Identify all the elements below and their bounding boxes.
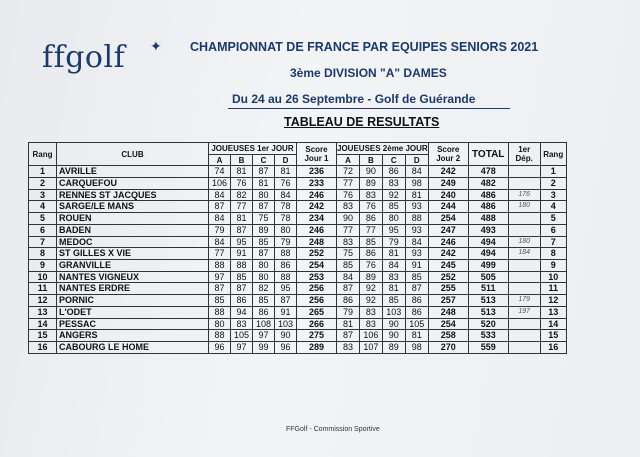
- day1-b-cell: 97: [231, 341, 253, 353]
- day2-b-cell: 89: [359, 178, 382, 190]
- club-cell: PESSAC: [57, 318, 209, 330]
- table-row: [29, 330, 567, 342]
- day2-b-cell: 86: [359, 248, 382, 260]
- day2-a-cell: 84: [337, 271, 360, 283]
- day1-b-cell: 83: [231, 318, 253, 330]
- score2-cell: 258: [428, 330, 468, 342]
- day2-c-cell: 103: [382, 306, 405, 318]
- day1-a-cell: 106: [209, 178, 231, 190]
- score1-cell: 236: [297, 166, 337, 178]
- day1-d-cell: 96: [275, 341, 297, 353]
- score2-cell: 255: [428, 283, 468, 295]
- club-cell: NANTES ERDRE: [57, 283, 209, 295]
- dep-cell: [508, 166, 540, 178]
- day1-b-cell: 87: [231, 283, 253, 295]
- day2-c-cell: 81: [382, 248, 405, 260]
- day1-c-cell: 87: [253, 201, 275, 213]
- score1-cell: 248: [297, 236, 337, 248]
- club-cell: ROUEN: [57, 213, 209, 225]
- dep-cell: [508, 224, 540, 236]
- day2-d-cell: 98: [405, 341, 428, 353]
- rang-cell: 2: [29, 178, 57, 190]
- dep-cell: [508, 283, 540, 295]
- table-row: [29, 189, 567, 201]
- results-table: [28, 142, 567, 354]
- table-row: [29, 236, 567, 248]
- day1-b-cell: 86: [231, 295, 253, 307]
- table-row: [29, 178, 567, 190]
- day1-d-cell: 88: [275, 271, 297, 283]
- club-cell: PORNIC: [57, 295, 209, 307]
- day1-a-cell: 80: [209, 318, 231, 330]
- header-d1: D: [275, 154, 297, 166]
- table-row: [29, 224, 567, 236]
- score2-cell: 246: [428, 236, 468, 248]
- day2-c-cell: 83: [382, 271, 405, 283]
- dep-cell: [508, 341, 540, 353]
- table-row: [29, 318, 567, 330]
- table-row: [29, 201, 567, 213]
- header-c2: C: [382, 154, 405, 166]
- day1-b-cell: 77: [231, 201, 253, 213]
- rang-cell: 4: [29, 201, 57, 213]
- day2-d-cell: 87: [405, 283, 428, 295]
- day2-d-cell: 85: [405, 271, 428, 283]
- day1-b-cell: 88: [231, 260, 253, 272]
- day2-a-cell: 87: [337, 283, 360, 295]
- score2-cell: 270: [428, 341, 468, 353]
- day1-d-cell: 79: [275, 236, 297, 248]
- table-row: [29, 283, 567, 295]
- day1-c-cell: 75: [253, 213, 275, 225]
- day1-b-cell: 87: [231, 224, 253, 236]
- table-row: [29, 306, 567, 318]
- score1-cell: 254: [297, 260, 337, 272]
- rang-right-cell: 13: [540, 306, 566, 318]
- event-dates: Du 24 au 26 Septembre - Golf de Guérande: [232, 92, 476, 106]
- total-cell: 488: [468, 213, 508, 225]
- day1-c-cell: 80: [253, 271, 275, 283]
- rang-right-cell: 8: [540, 248, 566, 260]
- day1-a-cell: 87: [209, 283, 231, 295]
- club-cell: SARGE/LE MANS: [57, 201, 209, 213]
- day2-d-cell: 93: [405, 248, 428, 260]
- day2-a-cell: 79: [337, 306, 360, 318]
- day2-b-cell: 107: [359, 341, 382, 353]
- score1-cell: 266: [297, 318, 337, 330]
- day1-a-cell: 84: [209, 189, 231, 201]
- day2-a-cell: 77: [337, 224, 360, 236]
- score1-cell: 265: [297, 306, 337, 318]
- day2-d-cell: 86: [405, 295, 428, 307]
- score2-cell: 244: [428, 201, 468, 213]
- day2-b-cell: 92: [359, 295, 382, 307]
- rang-cell: 15: [29, 330, 57, 342]
- total-cell: 511: [468, 283, 508, 295]
- rang-cell: 3: [29, 189, 57, 201]
- header-b1: B: [231, 154, 253, 166]
- day2-c-cell: 79: [382, 236, 405, 248]
- score1-cell: 234: [297, 213, 337, 225]
- day2-a-cell: 87: [337, 330, 360, 342]
- rang-right-cell: 6: [540, 224, 566, 236]
- total-cell: 513: [468, 306, 508, 318]
- dep-cell: 180: [508, 236, 540, 248]
- day1-c-cell: 86: [253, 306, 275, 318]
- day2-d-cell: 88: [405, 213, 428, 225]
- score1-cell: 252: [297, 248, 337, 260]
- day1-b-cell: 81: [231, 213, 253, 225]
- day1-a-cell: 97: [209, 271, 231, 283]
- day1-c-cell: 80: [253, 189, 275, 201]
- header-dep: 1er Dép.: [508, 143, 540, 166]
- total-cell: 505: [468, 271, 508, 283]
- day1-d-cell: 80: [275, 224, 297, 236]
- day2-c-cell: 95: [382, 224, 405, 236]
- day2-a-cell: 72: [337, 166, 360, 178]
- total-cell: 486: [468, 201, 508, 213]
- total-cell: 499: [468, 260, 508, 272]
- club-cell: L'ODET: [57, 306, 209, 318]
- rang-right-cell: 14: [540, 318, 566, 330]
- day1-a-cell: 84: [209, 236, 231, 248]
- day2-a-cell: 75: [337, 248, 360, 260]
- dep-cell: [508, 213, 540, 225]
- day1-b-cell: 95: [231, 236, 253, 248]
- rang-right-cell: 4: [540, 201, 566, 213]
- day2-b-cell: 89: [359, 271, 382, 283]
- day1-d-cell: 78: [275, 213, 297, 225]
- day2-b-cell: 77: [359, 224, 382, 236]
- day2-c-cell: 85: [382, 201, 405, 213]
- day2-c-cell: 89: [382, 341, 405, 353]
- rang-cell: 5: [29, 213, 57, 225]
- day2-d-cell: 91: [405, 260, 428, 272]
- table-row: [29, 260, 567, 272]
- total-cell: 533: [468, 330, 508, 342]
- day1-b-cell: 94: [231, 306, 253, 318]
- club-cell: GRANVILLE: [57, 260, 209, 272]
- rang-right-cell: 5: [540, 213, 566, 225]
- total-cell: 494: [468, 236, 508, 248]
- day1-a-cell: 87: [209, 201, 231, 213]
- bird-icon: ✦: [150, 38, 162, 54]
- day1-a-cell: 88: [209, 260, 231, 272]
- day2-b-cell: 106: [359, 330, 382, 342]
- rang-cell: 8: [29, 248, 57, 260]
- day2-d-cell: 84: [405, 236, 428, 248]
- day1-a-cell: 77: [209, 248, 231, 260]
- day1-b-cell: 76: [231, 178, 253, 190]
- day1-d-cell: 76: [275, 178, 297, 190]
- day2-a-cell: 83: [337, 201, 360, 213]
- day1-d-cell: 90: [275, 330, 297, 342]
- day1-a-cell: 84: [209, 213, 231, 225]
- rang-right-cell: 11: [540, 283, 566, 295]
- header-score2: Score Jour 2: [428, 143, 468, 166]
- day2-d-cell: 81: [405, 330, 428, 342]
- dep-cell: 179: [508, 295, 540, 307]
- day2-d-cell: 105: [405, 318, 428, 330]
- club-cell: CABOURG LE HOME: [57, 341, 209, 353]
- dep-cell: [508, 330, 540, 342]
- club-cell: ST GILLES X VIE: [57, 248, 209, 260]
- day2-b-cell: 90: [359, 166, 382, 178]
- club-cell: RENNES ST JACQUES: [57, 189, 209, 201]
- day1-b-cell: 85: [231, 271, 253, 283]
- score2-cell: 245: [428, 260, 468, 272]
- dep-cell: [508, 318, 540, 330]
- day2-c-cell: 90: [382, 330, 405, 342]
- header-score1: Score Jour 1: [297, 143, 337, 166]
- header-a1: A: [209, 154, 231, 166]
- day1-c-cell: 81: [253, 178, 275, 190]
- day2-b-cell: 85: [359, 236, 382, 248]
- total-cell: 513: [468, 295, 508, 307]
- score2-cell: 240: [428, 189, 468, 201]
- day2-b-cell: 76: [359, 201, 382, 213]
- table-row: [29, 213, 567, 225]
- header-day2: JOUEUSES 2ème JOUR: [337, 143, 428, 153]
- day1-a-cell: 85: [209, 295, 231, 307]
- day2-c-cell: 80: [382, 213, 405, 225]
- day1-c-cell: 85: [253, 295, 275, 307]
- day1-a-cell: 88: [209, 306, 231, 318]
- dep-cell: [508, 271, 540, 283]
- day1-c-cell: 99: [253, 341, 275, 353]
- club-cell: MEDOC: [57, 236, 209, 248]
- table-row: [29, 248, 567, 260]
- rang-right-cell: 16: [540, 341, 566, 353]
- dep-cell: 184: [508, 248, 540, 260]
- table-row: [29, 271, 567, 283]
- header-c1: C: [253, 154, 275, 166]
- day1-a-cell: 88: [209, 330, 231, 342]
- total-cell: 482: [468, 178, 508, 190]
- header-day1: JOUEUSES 1er JOUR: [209, 143, 297, 155]
- day2-d-cell: 84: [405, 166, 428, 178]
- day1-d-cell: 86: [275, 260, 297, 272]
- day2-c-cell: 84: [382, 260, 405, 272]
- score1-cell: 246: [297, 224, 337, 236]
- score1-cell: 253: [297, 271, 337, 283]
- rang-right-cell: 7: [540, 236, 566, 248]
- rang-cell: 1: [29, 166, 57, 178]
- dates-underline: [228, 108, 510, 109]
- day2-a-cell: 77: [337, 178, 360, 190]
- dep-cell: 176: [508, 189, 540, 201]
- day1-d-cell: 78: [275, 201, 297, 213]
- club-cell: AVRILLE: [57, 166, 209, 178]
- rang-cell: 9: [29, 260, 57, 272]
- rang-cell: 16: [29, 341, 57, 353]
- header-rang: Rang: [29, 143, 57, 166]
- rang-right-cell: 15: [540, 330, 566, 342]
- day2-b-cell: 83: [359, 306, 382, 318]
- rang-right-cell: 9: [540, 260, 566, 272]
- day2-c-cell: 81: [382, 283, 405, 295]
- score1-cell: 242: [297, 201, 337, 213]
- day2-a-cell: 76: [337, 189, 360, 201]
- total-cell: 494: [468, 248, 508, 260]
- header-a2: A: [337, 154, 360, 166]
- day2-c-cell: 86: [382, 166, 405, 178]
- day1-c-cell: 87: [253, 248, 275, 260]
- day2-b-cell: 76: [359, 260, 382, 272]
- rang-cell: 11: [29, 283, 57, 295]
- table-row: [29, 295, 567, 307]
- header-total: TOTAL: [468, 143, 508, 166]
- dep-cell: [508, 260, 540, 272]
- day1-a-cell: 79: [209, 224, 231, 236]
- score1-cell: 256: [297, 283, 337, 295]
- day2-c-cell: 85: [382, 295, 405, 307]
- day2-b-cell: 83: [359, 318, 382, 330]
- table-row: [29, 166, 567, 178]
- score2-cell: 254: [428, 213, 468, 225]
- day2-b-cell: 86: [359, 213, 382, 225]
- dep-cell: 197: [508, 306, 540, 318]
- day1-b-cell: 105: [231, 330, 253, 342]
- total-cell: 493: [468, 224, 508, 236]
- dep-cell: 180: [508, 201, 540, 213]
- club-cell: NANTES VIGNEUX: [57, 271, 209, 283]
- day2-a-cell: 86: [337, 295, 360, 307]
- day2-c-cell: 90: [382, 318, 405, 330]
- day1-a-cell: 96: [209, 341, 231, 353]
- header-d2: D: [405, 154, 428, 166]
- rang-cell: 10: [29, 271, 57, 283]
- rang-right-cell: 10: [540, 271, 566, 283]
- day1-c-cell: 80: [253, 260, 275, 272]
- rang-right-cell: 1: [540, 166, 566, 178]
- ffgolf-logo: ffgolf: [42, 40, 126, 75]
- day1-c-cell: 108: [253, 318, 275, 330]
- day1-d-cell: 95: [275, 283, 297, 295]
- header-rang-right: Rang: [540, 143, 566, 166]
- day2-d-cell: 81: [405, 189, 428, 201]
- day2-c-cell: 92: [382, 189, 405, 201]
- day1-c-cell: 97: [253, 330, 275, 342]
- day1-b-cell: 91: [231, 248, 253, 260]
- rang-cell: 7: [29, 236, 57, 248]
- rang-cell: 6: [29, 224, 57, 236]
- club-cell: BADEN: [57, 224, 209, 236]
- day2-a-cell: 83: [337, 236, 360, 248]
- club-cell: CARQUEFOU: [57, 178, 209, 190]
- day2-b-cell: 92: [359, 283, 382, 295]
- day2-d-cell: 98: [405, 178, 428, 190]
- results-rows: [29, 166, 567, 353]
- day1-c-cell: 85: [253, 236, 275, 248]
- score1-cell: 289: [297, 341, 337, 353]
- day2-a-cell: 90: [337, 213, 360, 225]
- day2-d-cell: 93: [405, 224, 428, 236]
- score1-cell: 246: [297, 189, 337, 201]
- day1-d-cell: 103: [275, 318, 297, 330]
- day1-d-cell: 81: [275, 166, 297, 178]
- day1-c-cell: 82: [253, 283, 275, 295]
- day2-a-cell: 85: [337, 260, 360, 272]
- rang-right-cell: 3: [540, 189, 566, 201]
- header-b2: B: [359, 154, 382, 166]
- rang-right-cell: 12: [540, 295, 566, 307]
- score2-cell: 242: [428, 248, 468, 260]
- score1-cell: 233: [297, 178, 337, 190]
- championship-title: CHAMPIONNAT DE FRANCE PAR EQUIPES SENIORS 2021: [190, 40, 539, 54]
- day1-d-cell: 84: [275, 189, 297, 201]
- day1-d-cell: 87: [275, 295, 297, 307]
- score2-cell: 252: [428, 271, 468, 283]
- rang-cell: 14: [29, 318, 57, 330]
- day2-a-cell: 81: [337, 318, 360, 330]
- dep-cell: [508, 178, 540, 190]
- score2-cell: 254: [428, 318, 468, 330]
- table-row: [29, 341, 567, 353]
- rang-cell: 13: [29, 306, 57, 318]
- day1-c-cell: 87: [253, 166, 275, 178]
- club-cell: ANGERS: [57, 330, 209, 342]
- footer-text: FFGolf - Commission Sportive: [286, 426, 380, 433]
- day2-d-cell: 86: [405, 306, 428, 318]
- score1-cell: 256: [297, 295, 337, 307]
- total-cell: 520: [468, 318, 508, 330]
- day2-a-cell: 83: [337, 341, 360, 353]
- total-cell: 486: [468, 189, 508, 201]
- header-club: CLUB: [57, 143, 209, 166]
- day2-c-cell: 83: [382, 178, 405, 190]
- rang-cell: 12: [29, 295, 57, 307]
- total-cell: 559: [468, 341, 508, 353]
- day1-d-cell: 91: [275, 306, 297, 318]
- day2-b-cell: 83: [359, 189, 382, 201]
- day1-c-cell: 89: [253, 224, 275, 236]
- day1-a-cell: 74: [209, 166, 231, 178]
- score1-cell: 275: [297, 330, 337, 342]
- division-title: 3ème DIVISION "A" DAMES: [290, 66, 447, 80]
- score2-cell: 249: [428, 178, 468, 190]
- score2-cell: 242: [428, 166, 468, 178]
- score2-cell: 247: [428, 224, 468, 236]
- score2-cell: 257: [428, 295, 468, 307]
- day1-b-cell: 82: [231, 189, 253, 201]
- rang-right-cell: 2: [540, 178, 566, 190]
- score2-cell: 248: [428, 306, 468, 318]
- day2-d-cell: 93: [405, 201, 428, 213]
- day1-d-cell: 88: [275, 248, 297, 260]
- results-title: TABLEAU DE RESULTATS: [284, 115, 440, 129]
- day1-b-cell: 81: [231, 166, 253, 178]
- total-cell: 478: [468, 166, 508, 178]
